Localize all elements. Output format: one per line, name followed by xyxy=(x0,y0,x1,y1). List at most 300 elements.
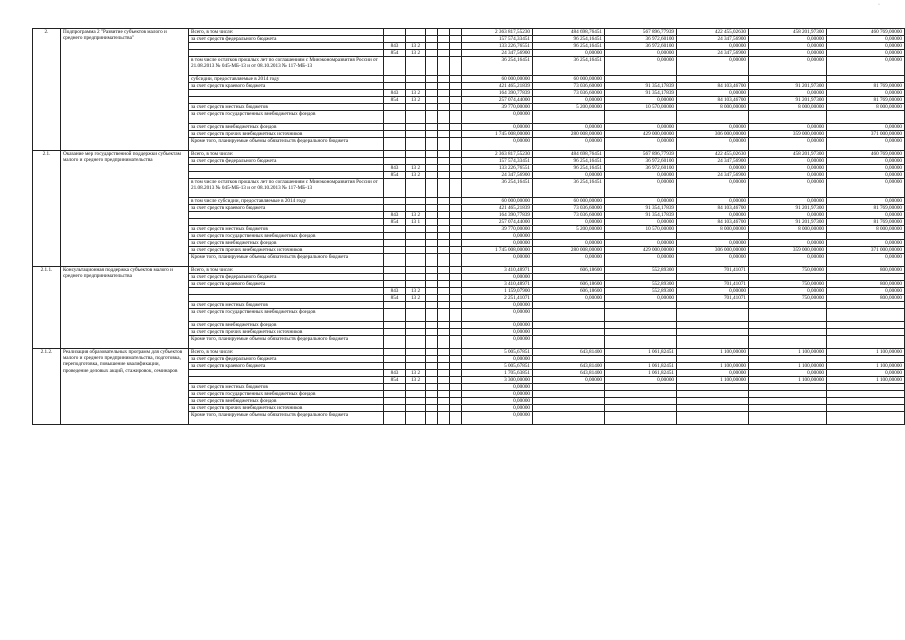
amount-cell: 0,00000 xyxy=(677,57,749,76)
amount-cell: 422 455,02630 xyxy=(677,151,749,158)
amount-cell: 39 770,00000 xyxy=(462,104,533,111)
kbk-grbs-code xyxy=(384,267,406,274)
empty-code-cell xyxy=(426,50,438,57)
amount-cell: 0,00000 xyxy=(462,384,533,391)
amount-cell: 0,00000 xyxy=(605,377,677,384)
amount-cell: 606,18600 xyxy=(533,288,605,295)
empty-code-cell xyxy=(450,97,462,104)
kbk-section-code xyxy=(406,302,426,309)
table-row xyxy=(33,267,905,274)
kbk-grbs-code: 843 xyxy=(384,43,406,50)
kbk-section-code: 13 2 xyxy=(406,165,426,172)
amount-cell xyxy=(605,391,677,398)
amount-cell: 10 570,00000 xyxy=(605,104,677,111)
amount-cell xyxy=(533,302,605,309)
amount-cell: 96 254,16451 xyxy=(533,36,605,43)
amount-cell xyxy=(533,111,605,124)
empty-code-cell xyxy=(450,363,462,370)
empty-code-cell xyxy=(450,336,462,349)
amount-cell: 84 103,46700 xyxy=(677,97,749,104)
kbk-section-code xyxy=(406,363,426,370)
empty-code-cell xyxy=(426,295,438,302)
amount-cell: 0,00000 xyxy=(749,198,827,205)
funding-source-label: за счет средств краевого бюджета xyxy=(189,281,384,288)
empty-code-cell xyxy=(438,76,450,83)
funding-source-label: в том числе остатков прошлых лет по соглашениям с Минэкономразвития России от 21.08.2013 № 045-МБ-13 и от 08.10.2013 № 117-МБ-13 xyxy=(189,57,384,76)
empty-code-cell xyxy=(438,302,450,309)
empty-code-cell xyxy=(438,36,450,43)
amount-cell: 1 061,82451 xyxy=(605,370,677,377)
funding-source-label xyxy=(189,212,384,219)
amount-cell: 91 201,97300 xyxy=(749,219,827,226)
amount-cell: 701,41071 xyxy=(677,295,749,302)
amount-cell: 0,00000 xyxy=(749,212,827,219)
amount-cell: 1 100,00000 xyxy=(749,363,827,370)
funding-source-label: за счет средств внебюджетных фондов xyxy=(189,240,384,247)
empty-code-cell xyxy=(426,172,438,179)
amount-cell xyxy=(827,274,905,281)
amount-cell: 0,00000 xyxy=(827,179,905,198)
empty-code-cell xyxy=(426,36,438,43)
amount-cell: 91 354,17839 xyxy=(605,90,677,97)
amount-cell: 3 410,48971 xyxy=(462,267,533,274)
amount-cell xyxy=(605,111,677,124)
amount-cell: 606,18600 xyxy=(533,281,605,288)
amount-cell: 0,00000 xyxy=(749,165,827,172)
amount-cell xyxy=(827,322,905,329)
amount-cell xyxy=(677,302,749,309)
empty-code-cell xyxy=(450,205,462,212)
kbk-grbs-code xyxy=(384,336,406,349)
amount-cell: 1 061,82451 xyxy=(605,349,677,356)
kbk-grbs-code xyxy=(384,254,406,267)
amount-cell: 0,00000 xyxy=(749,50,827,57)
amount-cell: 60 000,00000 xyxy=(533,198,605,205)
kbk-grbs-code xyxy=(384,124,406,131)
funding-source-label xyxy=(189,165,384,172)
kbk-section-code xyxy=(406,391,426,398)
amount-cell: 5 005,67851 xyxy=(462,349,533,356)
empty-code-cell xyxy=(450,104,462,111)
empty-code-cell xyxy=(450,36,462,43)
funding-source-label: за счет средств прочих внебюджетных источников xyxy=(189,329,384,336)
amount-cell: 458 201,97300 xyxy=(749,29,827,36)
empty-code-cell xyxy=(438,165,450,172)
amount-cell: 84 103,46700 xyxy=(677,83,749,90)
empty-code-cell xyxy=(450,29,462,36)
amount-cell: 0,00000 xyxy=(462,111,533,124)
empty-code-cell xyxy=(450,274,462,281)
amount-cell: 0,00000 xyxy=(462,138,533,151)
amount-cell: 0,00000 xyxy=(827,212,905,219)
kbk-grbs-code xyxy=(384,281,406,288)
kbk-grbs-code xyxy=(384,138,406,151)
amount-cell: 0,00000 xyxy=(749,158,827,165)
amount-cell: 0,00000 xyxy=(827,288,905,295)
kbk-grbs-code: 843 xyxy=(384,288,406,295)
amount-cell: 1 100,00000 xyxy=(827,349,905,356)
kbk-section-code xyxy=(406,131,426,138)
amount-cell: 0,00000 xyxy=(677,212,749,219)
amount-cell xyxy=(605,274,677,281)
amount-cell: 567 896,77939 xyxy=(605,151,677,158)
funding-source-label: в том числе субсидии, предоставляемые в 2014 году xyxy=(189,198,384,205)
empty-code-cell xyxy=(426,247,438,254)
amount-cell: 164 390,77839 xyxy=(462,212,533,219)
empty-code-cell xyxy=(450,233,462,240)
amount-cell: 84 103,46700 xyxy=(677,219,749,226)
amount-cell: 0,00000 xyxy=(462,240,533,247)
empty-code-cell xyxy=(450,83,462,90)
amount-cell: 1 100,00000 xyxy=(677,377,749,384)
amount-cell xyxy=(677,309,749,322)
kbk-section-code xyxy=(406,274,426,281)
amount-cell: 0,00000 xyxy=(462,309,533,322)
amount-cell: 24 347,56900 xyxy=(677,50,749,57)
funding-source-label: Кроме того, планируемые объемы обязательств федерального бюджета xyxy=(189,412,384,425)
amount-cell: 96 254,16451 xyxy=(533,165,605,172)
empty-code-cell xyxy=(438,254,450,267)
empty-code-cell xyxy=(438,267,450,274)
amount-cell: 36 972,60100 xyxy=(605,43,677,50)
empty-code-cell xyxy=(438,247,450,254)
amount-cell: 81 769,00000 xyxy=(827,219,905,226)
empty-code-cell xyxy=(450,76,462,83)
empty-code-cell xyxy=(426,233,438,240)
empty-code-cell xyxy=(426,179,438,198)
kbk-grbs-code xyxy=(384,57,406,76)
amount-cell: 24 347,56900 xyxy=(677,36,749,43)
amount-cell: 36 972,60100 xyxy=(605,158,677,165)
amount-cell: 8 000,00000 xyxy=(827,226,905,233)
amount-cell xyxy=(749,233,827,240)
funding-source-label: за счет средств местных бюджетов xyxy=(189,104,384,111)
amount-cell: 0,00000 xyxy=(605,138,677,151)
empty-code-cell xyxy=(426,336,438,349)
kbk-section-code xyxy=(406,226,426,233)
kbk-grbs-code xyxy=(384,405,406,412)
amount-cell: 1 061,82451 xyxy=(605,363,677,370)
empty-code-cell xyxy=(450,405,462,412)
empty-code-cell xyxy=(450,398,462,405)
kbk-grbs-code xyxy=(384,329,406,336)
kbk-grbs-code xyxy=(384,349,406,356)
amount-cell: 0,00000 xyxy=(749,172,827,179)
funding-source-label: за счет средств краевого бюджета xyxy=(189,83,384,90)
amount-cell: 0,00000 xyxy=(605,219,677,226)
amount-cell: 701,41071 xyxy=(677,267,749,274)
kbk-grbs-code xyxy=(384,398,406,405)
amount-cell: 0,00000 xyxy=(827,198,905,205)
amount-cell xyxy=(749,309,827,322)
amount-cell xyxy=(533,274,605,281)
funding-source-label: субсидии, предоставляемые в 2014 году xyxy=(189,76,384,83)
amount-cell: 91 354,17839 xyxy=(605,83,677,90)
amount-cell: 0,00000 xyxy=(462,322,533,329)
kbk-grbs-code: 843 xyxy=(384,90,406,97)
kbk-section-code xyxy=(406,329,426,336)
empty-code-cell xyxy=(438,83,450,90)
amount-cell: 0,00000 xyxy=(827,138,905,151)
amount-cell xyxy=(677,111,749,124)
amount-cell: 0,00000 xyxy=(749,179,827,198)
amount-cell xyxy=(827,391,905,398)
amount-cell: 1 100,00000 xyxy=(827,363,905,370)
amount-cell xyxy=(605,302,677,309)
section-title: Подпрограмма 2 "Развитие субъектов малого и среднего предпринимательства" xyxy=(61,29,189,151)
empty-code-cell xyxy=(450,391,462,398)
section-number: 2.1.1. xyxy=(33,267,61,349)
empty-code-cell xyxy=(450,198,462,205)
kbk-section-code xyxy=(406,205,426,212)
funding-source-label: за счет средств государственных внебюджетных фондов xyxy=(189,391,384,398)
funding-source-label xyxy=(189,219,384,226)
empty-code-cell xyxy=(426,329,438,336)
kbk-grbs-code xyxy=(384,240,406,247)
amount-cell: 157 574,33451 xyxy=(462,158,533,165)
amount-cell: 552,89300 xyxy=(605,267,677,274)
kbk-section-code xyxy=(406,267,426,274)
amount-cell xyxy=(677,76,749,83)
kbk-section-code xyxy=(406,233,426,240)
kbk-section-code xyxy=(406,83,426,90)
amount-cell: 643,81400 xyxy=(533,349,605,356)
kbk-section-code xyxy=(406,384,426,391)
empty-code-cell xyxy=(450,151,462,158)
kbk-grbs-code xyxy=(384,274,406,281)
amount-cell: 36 972,60100 xyxy=(605,165,677,172)
section-title: Реализация образовательных программ для субъектов малого и среднего предпринимательства, подготовка, переподготовка, повышение квалификации, проведение деловых акций, стажировок, семинаров xyxy=(61,349,189,425)
empty-code-cell xyxy=(438,363,450,370)
empty-code-cell xyxy=(450,90,462,97)
amount-cell: 96 254,16451 xyxy=(533,43,605,50)
empty-code-cell xyxy=(438,158,450,165)
amount-cell xyxy=(605,398,677,405)
empty-code-cell xyxy=(438,370,450,377)
empty-code-cell xyxy=(438,179,450,198)
amount-cell xyxy=(605,412,677,425)
amount-cell xyxy=(605,384,677,391)
amount-cell: 429 000,00000 xyxy=(605,131,677,138)
amount-cell xyxy=(677,405,749,412)
empty-code-cell xyxy=(426,205,438,212)
amount-cell: 359 000,00000 xyxy=(749,247,827,254)
empty-code-cell xyxy=(450,124,462,131)
amount-cell: 0,00000 xyxy=(827,50,905,57)
kbk-grbs-code: 854 xyxy=(384,219,406,226)
empty-code-cell xyxy=(438,295,450,302)
amount-cell: 0,00000 xyxy=(533,295,605,302)
amount-cell: 60 000,00000 xyxy=(462,76,533,83)
amount-cell xyxy=(677,412,749,425)
amount-cell xyxy=(677,322,749,329)
amount-cell: 0,00000 xyxy=(827,240,905,247)
kbk-section-code xyxy=(406,398,426,405)
amount-cell: 8 000,00000 xyxy=(749,104,827,111)
empty-code-cell xyxy=(450,384,462,391)
empty-code-cell xyxy=(450,50,462,57)
amount-cell: 0,00000 xyxy=(677,370,749,377)
kbk-section-code xyxy=(406,76,426,83)
amount-cell: 0,00000 xyxy=(827,124,905,131)
kbk-grbs-code: 854 xyxy=(384,50,406,57)
funding-source-label: Всего, в том числе: xyxy=(189,267,384,274)
amount-cell: 1 100,00000 xyxy=(677,363,749,370)
kbk-section-code: 13 2 xyxy=(406,90,426,97)
empty-code-cell xyxy=(438,384,450,391)
funding-source-label: за счет средств прочих внебюджетных источников xyxy=(189,405,384,412)
amount-cell: 0,00000 xyxy=(677,90,749,97)
empty-code-cell xyxy=(426,57,438,76)
empty-code-cell xyxy=(450,165,462,172)
section-number: 2. xyxy=(33,29,61,151)
amount-cell xyxy=(533,398,605,405)
amount-cell: 0,00000 xyxy=(462,124,533,131)
budget-table-sheet xyxy=(32,28,902,425)
amount-cell: 280 008,00000 xyxy=(533,131,605,138)
kbk-grbs-code: 843 xyxy=(384,370,406,377)
table-row xyxy=(33,29,905,36)
amount-cell xyxy=(677,329,749,336)
empty-code-cell xyxy=(438,336,450,349)
empty-code-cell xyxy=(426,363,438,370)
empty-code-cell xyxy=(450,226,462,233)
kbk-grbs-code xyxy=(384,322,406,329)
amount-cell xyxy=(677,384,749,391)
kbk-section-code xyxy=(406,111,426,124)
empty-code-cell xyxy=(426,198,438,205)
amount-cell: 0,00000 xyxy=(605,254,677,267)
empty-code-cell xyxy=(438,172,450,179)
amount-cell: 2 251,41071 xyxy=(462,295,533,302)
funding-source-label: Кроме того, планируемые объемы обязательств федерального бюджета xyxy=(189,336,384,349)
amount-cell: 60 000,00000 xyxy=(533,76,605,83)
empty-code-cell xyxy=(450,247,462,254)
funding-source-label: за счет средств краевого бюджета xyxy=(189,205,384,212)
amount-cell: 257 074,44000 xyxy=(462,97,533,104)
amount-cell: 750,00000 xyxy=(749,295,827,302)
amount-cell: 0,00000 xyxy=(677,179,749,198)
kbk-section-code xyxy=(406,104,426,111)
amount-cell xyxy=(749,405,827,412)
amount-cell: 73 036,60000 xyxy=(533,212,605,219)
amount-cell: 0,00000 xyxy=(677,254,749,267)
amount-cell xyxy=(827,302,905,309)
amount-cell: 0,00000 xyxy=(605,240,677,247)
amount-cell: 750,00000 xyxy=(749,267,827,274)
empty-code-cell xyxy=(438,212,450,219)
amount-cell xyxy=(605,76,677,83)
amount-cell xyxy=(533,336,605,349)
amount-cell: 643,81400 xyxy=(533,363,605,370)
funding-source-label xyxy=(189,288,384,295)
page-marker: · xyxy=(878,2,880,8)
empty-code-cell xyxy=(450,377,462,384)
empty-code-cell xyxy=(450,322,462,329)
kbk-section-code: 13 2 xyxy=(406,212,426,219)
kbk-grbs-code xyxy=(384,131,406,138)
funding-source-label: за счет средств местных бюджетов xyxy=(189,226,384,233)
amount-cell: 460 769,00000 xyxy=(827,151,905,158)
amount-cell: 8 000,00000 xyxy=(827,104,905,111)
amount-cell: 24 347,56900 xyxy=(462,50,533,57)
amount-cell: 91 354,17839 xyxy=(605,205,677,212)
amount-cell: 0,00000 xyxy=(749,43,827,50)
empty-code-cell xyxy=(438,138,450,151)
kbk-section-code xyxy=(406,57,426,76)
amount-cell: 5 005,67851 xyxy=(462,363,533,370)
amount-cell: 429 000,00000 xyxy=(605,247,677,254)
kbk-section-code: 13 2 xyxy=(406,97,426,104)
amount-cell xyxy=(749,76,827,83)
amount-cell: 606,18600 xyxy=(533,267,605,274)
amount-cell: 84 103,46700 xyxy=(677,205,749,212)
amount-cell: 0,00000 xyxy=(605,124,677,131)
empty-code-cell xyxy=(438,329,450,336)
amount-cell xyxy=(749,356,827,363)
funding-source-label: в том числе остатков прошлых лет по соглашениям с Минэкономразвития России от 21.08.2013 № 045-МБ-13 и от 08.10.2013 № 117-МБ-13 xyxy=(189,179,384,198)
kbk-section-code xyxy=(406,158,426,165)
kbk-section-code xyxy=(406,281,426,288)
amount-cell: 0,00000 xyxy=(677,240,749,247)
kbk-section-code: 13 2 xyxy=(406,50,426,57)
empty-code-cell xyxy=(450,131,462,138)
kbk-grbs-code xyxy=(384,356,406,363)
kbk-section-code xyxy=(406,356,426,363)
amount-cell: 257 074,44000 xyxy=(462,219,533,226)
amount-cell: 0,00000 xyxy=(462,405,533,412)
amount-cell: 0,00000 xyxy=(533,254,605,267)
amount-cell xyxy=(533,412,605,425)
amount-cell xyxy=(749,398,827,405)
empty-code-cell xyxy=(450,212,462,219)
empty-code-cell xyxy=(438,398,450,405)
kbk-grbs-code xyxy=(384,363,406,370)
amount-cell: 73 036,60000 xyxy=(533,90,605,97)
amount-cell: 0,00000 xyxy=(677,124,749,131)
amount-cell: 552,89300 xyxy=(605,281,677,288)
empty-code-cell xyxy=(450,370,462,377)
amount-cell: 306 000,00000 xyxy=(677,247,749,254)
kbk-grbs-code: 854 xyxy=(384,295,406,302)
amount-cell xyxy=(749,111,827,124)
amount-cell: 0,00000 xyxy=(533,124,605,131)
amount-cell xyxy=(749,322,827,329)
empty-code-cell xyxy=(426,151,438,158)
empty-code-cell xyxy=(450,179,462,198)
empty-code-cell xyxy=(426,83,438,90)
empty-code-cell xyxy=(426,97,438,104)
funding-source-label xyxy=(189,90,384,97)
amount-cell: 91 201,97300 xyxy=(749,205,827,212)
amount-cell: 421 465,21839 xyxy=(462,83,533,90)
empty-code-cell xyxy=(438,50,450,57)
kbk-section-code xyxy=(406,336,426,349)
empty-code-cell xyxy=(426,240,438,247)
kbk-grbs-code xyxy=(384,384,406,391)
empty-code-cell xyxy=(450,267,462,274)
empty-code-cell xyxy=(426,398,438,405)
empty-code-cell xyxy=(426,104,438,111)
amount-cell: 24 347,56900 xyxy=(677,158,749,165)
amount-cell: 0,00000 xyxy=(462,412,533,425)
funding-source-label: за счет средств внебюджетных фондов xyxy=(189,322,384,329)
empty-code-cell xyxy=(438,104,450,111)
empty-code-cell xyxy=(450,309,462,322)
amount-cell xyxy=(605,336,677,349)
amount-cell xyxy=(533,233,605,240)
budget-table-body xyxy=(33,29,905,425)
